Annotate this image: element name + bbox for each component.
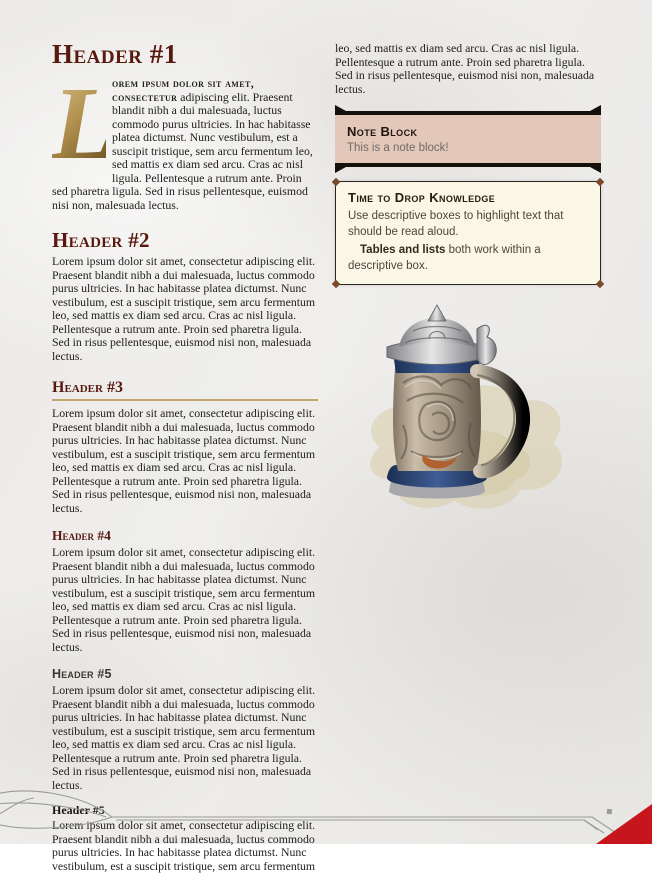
footer-right-angle-2 — [584, 820, 598, 830]
footer-decoration — [0, 784, 652, 844]
header-3: Header #3 — [52, 378, 318, 401]
footer-leaf-bottom — [0, 817, 112, 828]
corner-dot-icon — [332, 178, 340, 186]
paragraph-text: adipiscing elit. Praesent blandit nibh a dui malesuada, luctus commodo purus ultricies. In hac habitasse platea dictumst. Nunc vestibulum, est a suscipit tristique, sem arcu fermentum leo, sed mattis ex diam sed arcu. Cras ac nisl ligula. Pellentesque a rutrum ante. Proin sed pharetra ligula. Sed in risus pellentesque, euismod nisi non, malesuada lectus. — [52, 89, 313, 212]
paragraph-text: Lorem ipsum dolor sit amet, consectetur adipiscing elit. Praesent blandit nibh a dui malesuada, luctus commodo purus ultricies. In hac habitasse platea dictumst. Nunc vestibulum, est a suscipit tristique, sem arcu fermentum leo, sed mattis ex diam sed arcu. Cras ac nisl ligula. Pellentesque a rutrum ante. Proin sed pharetra ligula. Sed in risus pellentesque, euismod nisi non, malesuada lectus. — [52, 406, 316, 515]
descriptive-box-title: Time to Drop Knowledge — [348, 190, 496, 205]
descriptive-box-text-2 — [348, 242, 588, 274]
note-block-body: This is a note block! — [347, 142, 449, 154]
note-corner-icon — [335, 105, 346, 111]
footer-flourish-lines — [0, 791, 642, 844]
header-4: Header #4 — [52, 528, 111, 543]
stein-finial — [428, 305, 446, 321]
two-column-layout — [52, 39, 602, 873]
beer-stein-svg — [337, 305, 577, 517]
corner-dot-icon — [332, 280, 340, 288]
corner-dot-icon — [596, 280, 604, 288]
paragraph-text: Lorem ipsum dolor sit amet, consectetur adipiscing elit. Praesent blandit nibh a dui malesuada, luctus commodo purus ultricies. In hac habitasse platea dictumst. Nunc vestibulum, est a suscipit tristique, sem arcu fermentum leo, sed mattis ex diam sed arcu. Cras ac nisl ligula. Pellentesque a rutrum ante. Proin sed pharetra ligula. Sed in risus pellentesque, euismod nisi non, malesuada lectus. — [52, 545, 316, 654]
left-column — [52, 39, 318, 873]
note-corner-icon — [335, 167, 346, 173]
bold-lead-rest: both work within a descriptive box. — [348, 244, 541, 272]
drop-cap-paragraph — [52, 66, 318, 212]
page-corner-triangle-icon — [596, 804, 652, 844]
stein-thumb-lever — [477, 325, 496, 364]
lead-small-caps: orem ipsum dolor sit amet, consectetur — [112, 76, 255, 104]
paragraph-text-truncated: Lorem ipsum dolor sit amet, consectetur adipiscing elit. Praesent blandit nibh a dui malesuada, luctus commodo purus ultricies. In hac habitasse platea dictumst. Nunc vestibulum, est a suscipit tristique, sem arcu fermentum — [52, 818, 316, 873]
beer-stein-illustration — [337, 305, 601, 522]
header-6: Header #5 — [52, 803, 105, 817]
descriptive-box-text: Use descriptive boxes to highlight text that should be read aloud. — [348, 210, 564, 238]
bold-lead: Tables and lists — [360, 244, 446, 256]
paragraph-text: Lorem ipsum dolor sit amet, consectetur adipiscing elit. Praesent blandit nibh a dui malesuada, luctus commodo purus ultricies. In hac habitasse platea dictumst. Nunc vestibulum, est a suscipit tristique, sem arcu fermentum leo, sed mattis ex diam sed arcu. Cras ac nisl ligula. Pellentesque a rutrum ante. Proin sed pharetra ligula. Sed in risus pellentesque, euismod nisi non, malesuada lectus. — [52, 254, 316, 363]
note-corner-icon — [590, 167, 601, 173]
note-block-title: Note Block — [347, 124, 418, 139]
paragraph-text: Lorem ipsum dolor sit amet, consectetur adipiscing elit. Praesent blandit nibh a dui malesuada, luctus commodo purus ultricies. In hac habitasse platea dictumst. Nunc vestibulum, est a suscipit tristique, sem arcu fermentum leo, sed mattis ex diam sed arcu. Cras ac nisl ligula. Pellentesque a rutrum ante. Proin sed pharetra ligula. Sed in risus pellentesque, euismod nisi non, malesuada lectus. — [52, 683, 316, 792]
note-block — [335, 111, 601, 167]
header-5: Header #5 — [52, 667, 112, 681]
header-1: Header #1 — [52, 39, 178, 69]
corner-dot-icon — [596, 178, 604, 186]
drop-cap: L — [52, 66, 116, 181]
footer-leaf-vein — [0, 803, 106, 817]
paragraph-continuation: leo, sed mattis ex diam sed arcu. Cras ac nisl ligula. Pellentesque a rutrum ante. Proin sed pharetra ligula. Sed in risus pellentesque, euismod nisi non, malesuada lectus. — [335, 41, 595, 96]
note-corner-icon — [590, 105, 601, 111]
right-column — [335, 40, 601, 796]
descriptive-box — [335, 181, 601, 285]
footer-square-dot-icon — [607, 809, 613, 815]
footer-leaf-curl — [0, 798, 34, 816]
footer-rule-bottom — [116, 820, 604, 833]
header-2: Header #2 — [52, 228, 150, 252]
